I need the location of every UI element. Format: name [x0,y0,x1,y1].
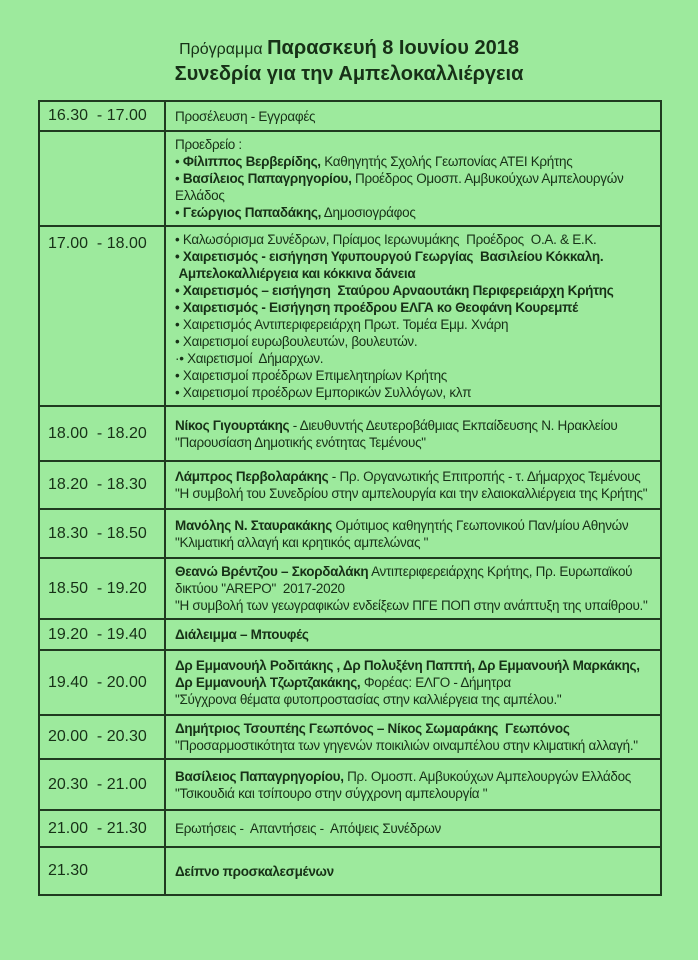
event-text: • Χαιρετισμός Αντιπεριφερειάρχη Πρωτ. Τομέα Εμμ. Χνάρη [175,317,509,332]
event-cell [166,848,660,894]
event-line [175,720,656,737]
table-row [40,846,660,894]
event-line [175,299,656,316]
event-line [175,333,656,350]
event-text: • Χαιρετισμοί προέδρων Επιμελητηρίων Κρήτης [175,368,448,383]
event-cell [166,407,660,460]
table-row [40,130,660,225]
event-text-bold: Θεανώ Βρέντζου – Σκορδαλάκη [175,564,369,579]
event-text-bold: Νίκος Γιγουρτάκης [175,417,290,433]
event-text-bold: Βασίλειος Παπαγρηγορίου, [182,171,352,186]
table-row [40,405,660,460]
event-line [175,534,656,551]
event-line [175,265,656,282]
event-text: Πρ. Ομοσπ. Αμβυκούχων Αμπελουργών Ελλάδος [343,768,632,784]
event-text: "Παρουσίαση Δημοτικής ενότητας Τεμένους" [175,434,426,450]
event-cell [166,811,660,846]
event-text: "Κλιματική αλλαγή και κρητικός αμπελώνας " [175,534,429,550]
event-line [175,248,656,265]
event-cell [166,102,660,130]
event-text: ·• Χαιρετισμοί Δήμαρχων. [175,351,324,366]
event-line [175,153,656,170]
time-cell: 20.30 - 21.00 [40,760,166,809]
event-line [175,737,656,754]
event-line [175,517,656,534]
time-cell [40,132,166,225]
schedule-table [38,100,662,896]
event-text: - Διευθυντής Δευτεροβάθμιας Εκπαίδευσης Ν. Ηρακλείου [289,417,618,433]
event-line [175,384,656,401]
event-text: • [175,171,183,186]
event-line [175,485,656,502]
table-row [40,714,660,758]
event-text: "Η συμβολή των γεωγραφικών ενδείξεων ΠΓΕ ΠΟΠ στην ανάπτυξη της υπαίθρου." [175,598,648,613]
time-cell: 20.00 - 20.30 [40,716,166,758]
time-cell: 18.30 - 18.50 [40,510,166,557]
event-text-bold: • Χαιρετισμός - εισήγηση Υφυπουργού Γεωργίας Βασιλείου Κόκκαλη. [175,249,604,264]
event-text-bold: Διάλειμμα – Μπουφές [175,627,309,642]
time-cell: 17.00 - 18.00 [40,227,166,405]
event-line [175,657,656,691]
program-title: Παρασκευή 8 Ιουνίου 2018 [267,37,519,59]
event-line [175,468,656,485]
event-text-bold: Δρ Εμμανουήλ Ροδιτάκης , Δρ Πολυξένη Παππή, Δρ Εμμανουήλ Μαρκάκης, Δρ Εμμανουήλ Τζωρτζακάκης, [175,658,643,690]
table-row [40,102,660,130]
event-text-bold: Μανόλης Ν. Σταυρακάκης [175,517,332,533]
table-row [40,758,660,809]
event-text: • Χαιρετισμοί προέδρων Εμπορικών Συλλόγων, κλπ [175,385,472,400]
event-cell [166,716,660,758]
table-row [40,460,660,508]
event-text: • Χαιρετισμοί ευρωβουλευτών, βουλευτών. [175,334,418,349]
event-line [175,768,656,785]
event-text: Φορέας: ΕΛΓΟ - Δήμητρα [360,675,511,690]
event-line [175,691,656,708]
event-text: "Τσικουδιά και τσίπουρο στην σύγχρονη αμπελουργία " [175,785,488,801]
program-header [0,0,698,86]
event-text: Ομότιμος καθηγητής Γεωπονικού Παν/μίου Αθηνών [331,517,629,533]
event-text-bold: Δημήτριος Τσουπέης Γεωπόνος – Νίκος Σωμαράκης Γεωπόνος [175,721,570,736]
event-text-bold: • Χαιρετισμός - Εισήγηση προέδρου ΕΛΓΑ κο Θεοφάνη Κουρεμπέ [175,300,578,315]
event-line [175,204,656,221]
program-subtitle: Συνεδρία για την Αμπελοκαλλιέργεια [174,63,524,85]
event-line [175,350,656,367]
event-text: • [175,154,183,169]
event-text-bold: Βασίλειος Παπαγρηγορίου, [175,768,344,784]
event-text: "Σύγχρονα θέματα φυτοπροστασίας στην καλλιέργεια της αμπέλου." [175,692,562,707]
time-cell: 21.30 [40,848,166,894]
event-text: Καθηγητής Σχολής Γεωπονίας ΑΤΕΙ Κρήτης [320,154,573,169]
event-text: • Καλωσόρισμα Συνέδρων, Πρίαμος Ιερωνυμάκης Προέδρος Ο.Α. & Ε.Κ. [175,232,597,247]
event-line [175,108,656,125]
event-text-bold: • Χαιρετισμός – εισήγηση Σταύρου Αρναουτάκη Περιφερειάρχη Κρήτης [175,283,614,298]
event-cell [166,510,660,557]
event-text-bold: Αμπελοκαλλιέργεια και κόκκινα δάνεια [175,266,416,281]
event-line [175,417,656,434]
event-line [175,434,656,451]
table-row [40,557,660,618]
event-text: Ερωτήσεις - Απαντήσεις - Απόψεις Συνέδρων [175,821,441,836]
event-text: Προέδρος Ομοσπ. Αμβυκούχων Αμπελουργών Ελλάδος [175,171,627,203]
table-row [40,809,660,846]
event-line [175,820,656,837]
event-cell [166,227,660,405]
event-text: "Προσαρμοστικότητα των γηγενών ποικιλιών οιναμπέλου στην κλιματική αλλαγή." [175,738,638,753]
event-text-bold: Φίλιππος Βερβερίδης, [182,154,321,169]
event-text: Αντιπεριφερειάρχης Κρήτης, Πρ. Ευρωπαϊκού δικτύου "AREPO" 2017-2020 [175,564,636,596]
event-line [175,231,656,248]
event-text: Προεδρείο : [175,137,242,152]
event-text-bold: Λάμπρος Περβολαράκης [175,469,329,484]
time-cell: 21.00 - 21.30 [40,811,166,846]
time-cell: 18.50 - 19.20 [40,559,166,618]
event-line [175,785,656,802]
event-cell [166,132,660,225]
program-title-line [0,36,698,60]
event-line [175,563,656,597]
time-cell: 19.40 - 20.00 [40,651,166,714]
event-cell [166,651,660,714]
table-row [40,508,660,557]
table-row [40,618,660,649]
event-text: • [175,205,183,220]
event-line [175,316,656,333]
event-line [175,626,656,643]
event-text: "Η συμβολή του Συνεδρίου στην αμπελουργία και την ελαιοκαλλιέργεια της Κρήτης" [175,486,648,501]
event-line [175,170,656,204]
event-line [175,863,656,880]
table-row [40,225,660,405]
event-text: - Πρ. Οργανωτικής Επιτροπής - τ. Δήμαρχος Τεμένους [328,469,641,484]
event-line [175,597,656,614]
event-text: Δημοσιογράφος [321,205,416,220]
event-cell [166,620,660,649]
event-cell [166,462,660,508]
event-text-bold: Δείπνο προσκαλεσμένων [175,863,334,879]
event-line [175,367,656,384]
event-text-bold: Γεώργιος Παπαδάκης, [182,205,322,220]
event-line [175,136,656,153]
time-cell: 18.00 - 18.20 [40,407,166,460]
event-text: Προσέλευση - Εγγραφές [175,108,316,124]
time-cell: 16.30 - 17.00 [40,102,166,130]
program-pretitle: Πρόγραμμα [179,41,268,58]
event-cell [166,760,660,809]
table-row [40,649,660,714]
time-cell: 18.20 - 18.30 [40,462,166,508]
event-cell [166,559,660,618]
time-cell: 19.20 - 19.40 [40,620,166,649]
event-line [175,282,656,299]
